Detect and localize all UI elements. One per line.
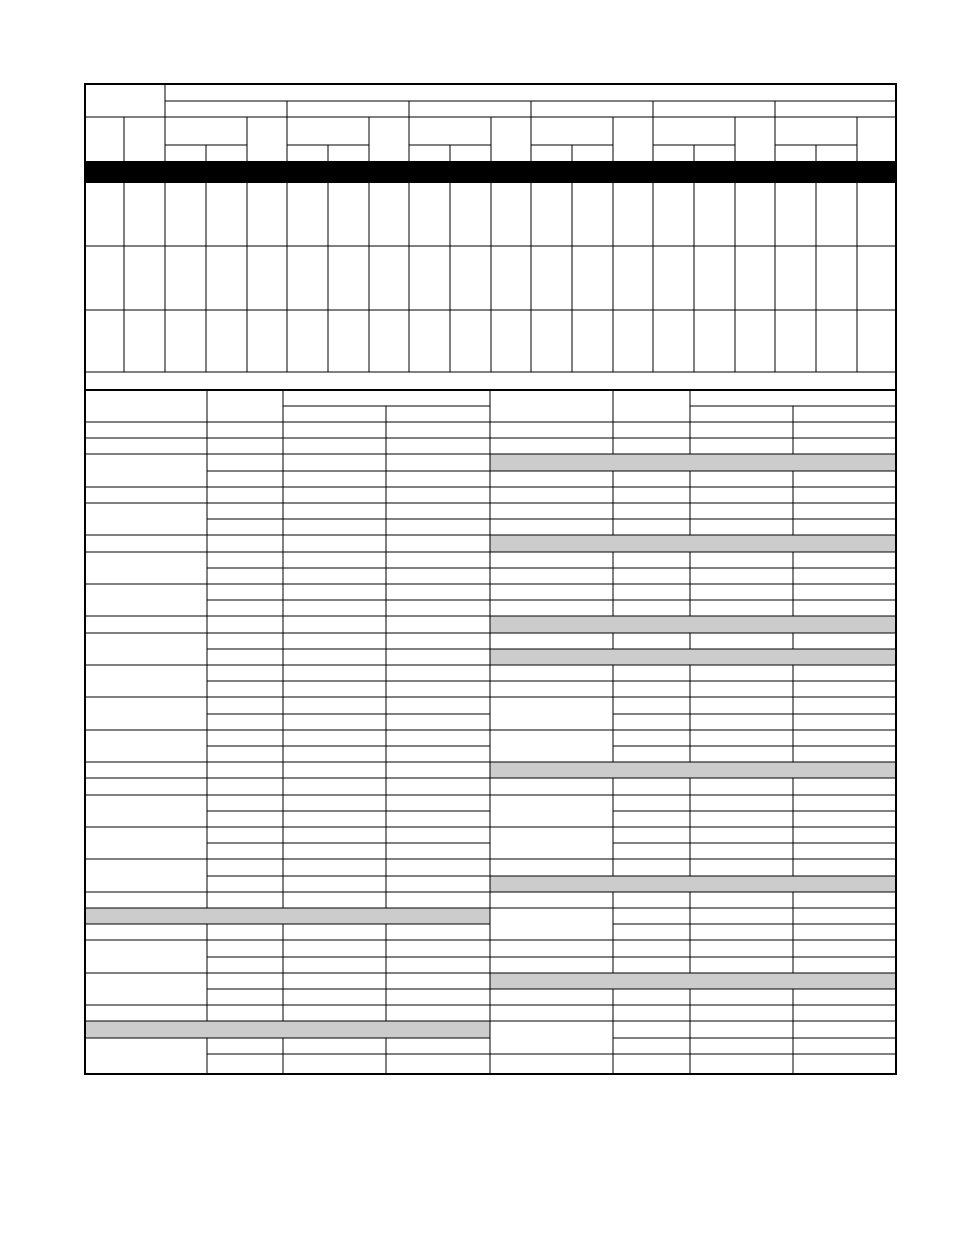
shaded-row-right xyxy=(490,616,896,633)
shaded-row-left xyxy=(85,1021,490,1038)
section-band xyxy=(85,161,896,183)
shaded-row-right xyxy=(490,876,896,892)
shaded-row-right xyxy=(490,649,896,665)
shaded-row-right xyxy=(490,762,896,778)
shaded-row-left xyxy=(85,908,490,924)
shaded-row-right xyxy=(490,973,896,989)
shaded-row-right xyxy=(490,535,896,552)
shaded-row-right xyxy=(490,454,896,471)
